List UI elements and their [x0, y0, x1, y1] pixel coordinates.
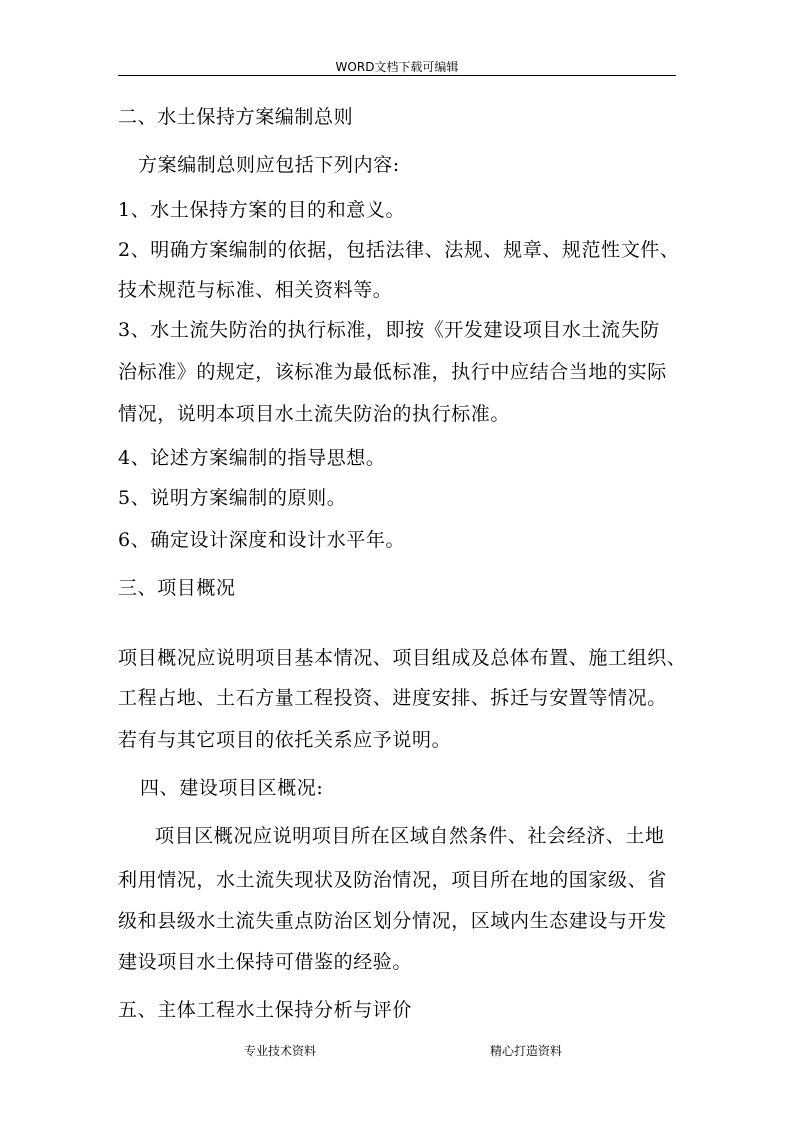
- header-text: WORD文档下载可编辑: [335, 60, 459, 74]
- paragraph-line: 建设项目水土保持可借鉴的经验。: [118, 951, 413, 973]
- footer-left-text: 专业技术资料: [244, 1044, 317, 1058]
- list-item-5: 5、说明方案编制的原则。: [118, 487, 347, 509]
- header-rule: [118, 75, 676, 76]
- list-item-1: 1、水土保持方案的目的和意义。: [118, 199, 406, 221]
- list-item-6: 6、确定设计深度和设计水平年。: [118, 529, 406, 551]
- paragraph-line: 级和县级水土流失重点防治区划分情况，区域内生态建设与开发: [118, 910, 667, 932]
- paragraph-line: 项目概况应说明项目基本情况、项目组成及总体布置、施工组织、: [118, 647, 687, 669]
- list-item-4: 4、论述方案编制的指导思想。: [118, 447, 386, 469]
- list-item-3: 3、水土流失防治的执行标准，即按《开发建设项目水土流失防: [118, 319, 660, 341]
- section-heading-4: 四、建设项目区概况:: [140, 777, 324, 799]
- paragraph-line: 利用情况，水土流失现状及防治情况，项目所在地的国家级、省: [118, 869, 667, 891]
- footer-right-text: 精心打造资料: [490, 1044, 563, 1058]
- section-heading-3: 三、项目概况: [118, 577, 236, 599]
- paragraph-line: 工程占地、土石方量工程投资、进度安排、拆迁与安置等情况。: [118, 687, 667, 709]
- list-item-3-cont: 情况，说明本项目水土流失防治的执行标准。: [118, 403, 511, 425]
- list-item-2: 2、明确方案编制的依据，包括法律、法规、规章、规范性文件、: [118, 239, 680, 261]
- list-item-3-cont: 治标准》的规定，该标准为最低标准，执行中应结合当地的实际: [118, 361, 667, 383]
- section-heading-5: 五、主体工程水土保持分析与评价: [118, 999, 413, 1021]
- section-heading-2: 二、水土保持方案编制总则: [118, 106, 354, 128]
- list-item-2-cont: 技术规范与标准、相关资料等。: [118, 279, 393, 301]
- paragraph-line: 若有与其它项目的依托关系应予说明。: [118, 729, 452, 751]
- paragraph-line: 项目区概况应说明项目所在区域自然条件、社会经济、土地: [155, 825, 665, 847]
- paragraph-line: 方案编制总则应包括下列内容:: [138, 154, 400, 176]
